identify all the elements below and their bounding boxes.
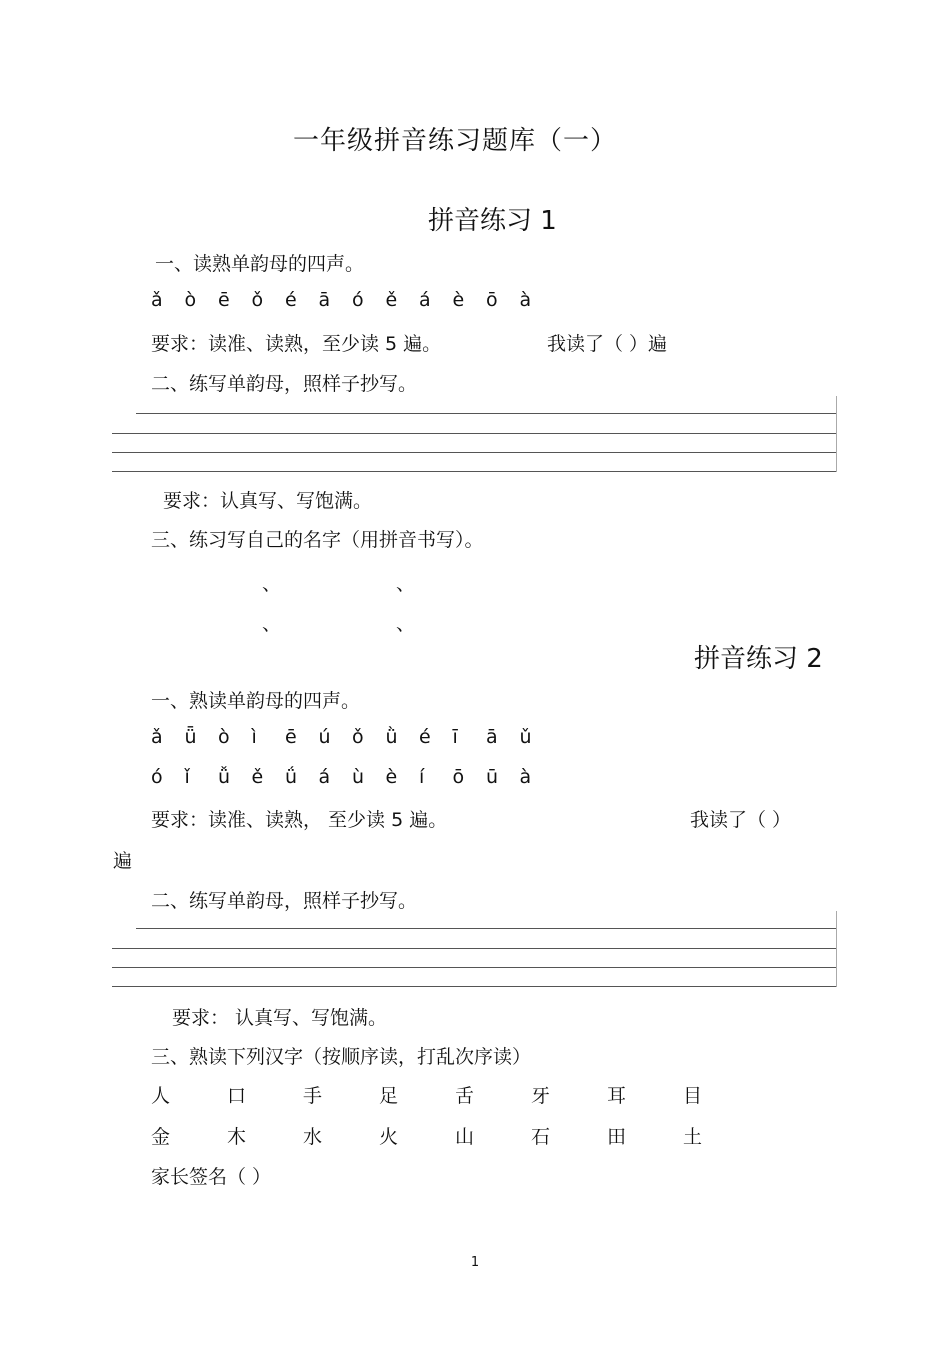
pinyin-item: ǐ (184, 766, 190, 788)
hanzi-row-1 (151, 1081, 759, 1108)
hanzi-item: 金 (151, 1126, 171, 1148)
ex1-writing-lines[interactable] (112, 396, 837, 474)
ex2-writing-lines[interactable] (112, 911, 837, 989)
hanzi-item: 足 (379, 1085, 399, 1107)
pinyin-item: ǘ (285, 766, 298, 788)
ex1-question-2: 二、练写单韵母，照样子抄写。 (151, 373, 418, 395)
hanzi-item: 口 (227, 1085, 247, 1107)
pinyin-item: à (519, 289, 532, 311)
pinyin-item: í (419, 766, 425, 788)
pinyin-item: ó (151, 766, 163, 788)
pinyin-item: ī (452, 726, 458, 748)
pinyin-item: ā (486, 726, 498, 748)
ex1-pinyin-row (151, 289, 553, 311)
hanzi-item: 手 (303, 1085, 323, 1107)
pinyin-item: á (318, 766, 331, 788)
hanzi-item: 耳 (607, 1085, 627, 1107)
pinyin-item: è (452, 289, 465, 311)
pinyin-item: ò (184, 289, 197, 311)
hanzi-item: 水 (303, 1126, 323, 1148)
name-separator: 、 (396, 573, 416, 595)
pinyin-item: ā (318, 289, 331, 311)
ex1-requirement-2: 要求：认真写、写饱满。 (163, 490, 373, 512)
pinyin-item: ē (285, 726, 297, 748)
hanzi-item: 土 (683, 1126, 703, 1148)
ex2-pinyin-row-2 (151, 766, 553, 788)
ex2-read-count-wrap: 遍 (113, 850, 133, 872)
pinyin-item: ǔ (519, 726, 532, 748)
exercise-1-heading: 拼音练习 1 (428, 206, 557, 236)
hanzi-item: 火 (379, 1126, 399, 1148)
ex1-requirement-1: 要求：读准、读熟，至少读 5 遍。 (151, 333, 442, 355)
pinyin-item: ò (218, 726, 230, 748)
pinyin-item: ǎ (151, 726, 163, 748)
pinyin-item: é (419, 726, 431, 748)
page-number: 1 (470, 1255, 480, 1270)
parent-signature: 家长签名（ ） (151, 1166, 272, 1188)
ex1-question-3: 三、练习写自己的名字（用拼音书写）。 (151, 529, 484, 551)
ex2-question-1: 一、熟读单韵母的四声。 (151, 690, 361, 712)
pinyin-item: ē (218, 289, 230, 311)
pinyin-item: ǎ (151, 289, 163, 311)
pinyin-item: ì (251, 726, 257, 748)
pinyin-item: é (285, 289, 297, 311)
pinyin-item: ǚ (218, 766, 231, 788)
pinyin-item: ú (318, 726, 331, 748)
pinyin-item: ù (352, 766, 365, 788)
pinyin-item: à (519, 766, 532, 788)
ex1-question-1: 一、读熟单韵母的四声。 (155, 253, 365, 275)
hanzi-item: 目 (683, 1085, 703, 1107)
pinyin-item: ǜ (385, 726, 398, 748)
ex2-requirement-1: 要求：读准、读熟， 至少读 5 遍。 (151, 809, 448, 831)
pinyin-item: ě (385, 289, 398, 311)
ex1-read-count: 我读了（ ）遍 (547, 333, 668, 355)
hanzi-item: 牙 (531, 1085, 551, 1107)
pinyin-item: ō (452, 766, 465, 788)
hanzi-row-2 (151, 1122, 759, 1149)
hanzi-item: 人 (151, 1085, 171, 1107)
ex2-question-3: 三、熟读下列汉字（按顺序读，打乱次序读） (151, 1046, 532, 1068)
pinyin-item: ǖ (184, 726, 197, 748)
pinyin-item: ó (352, 289, 364, 311)
pinyin-item: ǒ (352, 726, 364, 748)
hanzi-item: 田 (607, 1126, 627, 1148)
pinyin-item: è (385, 766, 398, 788)
pinyin-item: ō (486, 289, 498, 311)
ex2-read-count: 我读了（ ） (690, 809, 792, 831)
ex2-requirement-2: 要求： 认真写、写饱满。 (172, 1007, 388, 1029)
hanzi-item: 舌 (455, 1085, 475, 1107)
name-separator: 、 (262, 613, 282, 635)
name-separator: 、 (396, 613, 416, 635)
ex2-pinyin-row-1 (151, 726, 553, 748)
exercise-2-heading: 拼音练习 2 (694, 644, 823, 674)
pinyin-item: ě (251, 766, 264, 788)
hanzi-item: 山 (455, 1126, 475, 1148)
pinyin-item: ǒ (251, 289, 264, 311)
page-title: 一年级拼音练习题库（一） (292, 126, 617, 156)
hanzi-item: 木 (227, 1126, 247, 1148)
pinyin-item: ū (486, 766, 499, 788)
ex2-question-2: 二、练写单韵母，照样子抄写。 (151, 890, 418, 912)
hanzi-item: 石 (531, 1126, 551, 1148)
name-separator: 、 (262, 573, 282, 595)
pinyin-item: á (419, 289, 431, 311)
